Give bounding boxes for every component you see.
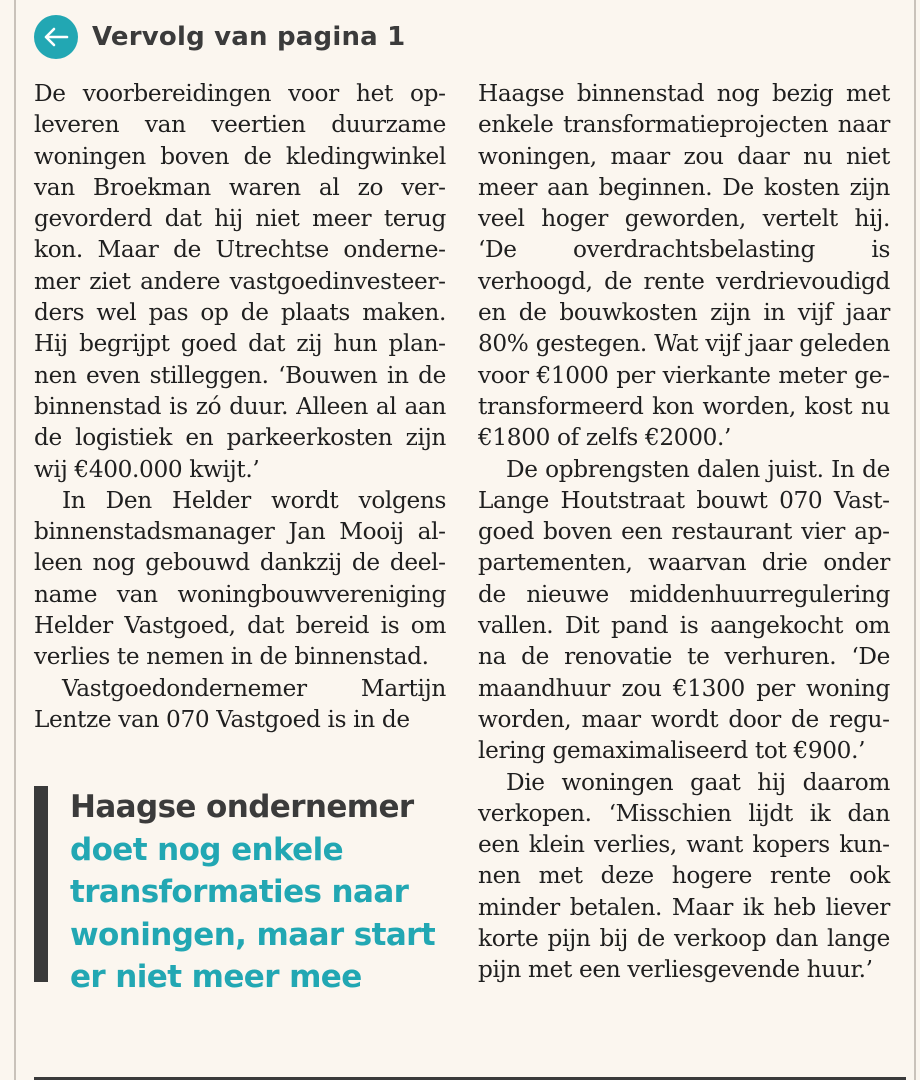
pull-quote-bar [34, 786, 48, 982]
arrow-left-icon [43, 26, 69, 48]
continuation-header [34, 14, 405, 60]
article-column-left [34, 78, 446, 735]
back-button[interactable] [34, 15, 78, 59]
paragraph: Haagse binnenstad nog bezig met enkele transformatieprojecten naar woningen, maar zou daar nu niet meer aan beginnen. De kosten zijn veel hoger geworden, vertelt hij. ‘De overdrachtsbelasting is verhoogd, de rente verdrievoudigd en de bouwkosten zijn in vijf jaar 80% gestegen. Wat vijf jaar geleden voor €1000 per vierkante meter getransformeerd kon worden, kost nu €1800 of zelfs €2000.’ [478, 80, 890, 452]
page-frame-right [914, 0, 916, 1080]
paragraph: De voorbereidingen voor het opleveren van veertien duurzame woningen boven de kledingwinkel van Broekman waren al zo vergevorderd dat hij niet meer terug kon. Maar de Utrechtse ondernemer ziet andere vastgoedinvesteerders wel pas op de plaats maken. Hij begrijpt goed dat zij hun plannen even stilleggen. ‘Bouwen in de binnenstad is zó duur. Alleen al aan de logistiek en parkeerkosten zijn wij €400.000 kwijt.’ [34, 80, 446, 483]
paragraph: De opbrengsten dalen juist. In de Lange Houtstraat bouwt 070 Vastgoed boven een restaurant vier appartementen, waarvan drie onder de nieuwe middenhuurregulering vallen. Dit pand is aangekocht om na de renovatie te verhuren. ‘De maandhuur zou €1300 per woning worden, maar wordt door de regulering gemaximaliseerd tot €900.’ [478, 455, 890, 765]
paragraph: Vastgoedondernemer Martijn Lentze van 070 Vastgoed is in de [34, 674, 446, 733]
pull-quote-text: doet nog enkele transformaties naar woningen, maar start er niet meer mee [70, 831, 436, 995]
paragraph: Die woningen gaat hij daarom verkopen. ‘Misschien lijdt ik dan een klein verlies, want kopers kunnen met deze hogere rente ook minder betalen. Maar ik heb liever korte pijn bij de verkoop dan lange pijn met een verliesgevende huur.’ [478, 768, 890, 984]
paragraph: In Den Helder wordt volgens binnenstadsmanager Jan Mooij alleen nog gebouwd dankzij de deelname van woningbouwvereniging Helder Vastgoed, dat bereid is om verlies te nemen in de binnenstad. [34, 486, 446, 671]
page-title: Vervolg van pagina 1 [92, 22, 406, 52]
page-frame-left [14, 0, 16, 1080]
pull-quote-lead: Haagse ondernemer [70, 789, 414, 825]
pull-quote [34, 786, 454, 999]
article-column-right [478, 78, 890, 986]
